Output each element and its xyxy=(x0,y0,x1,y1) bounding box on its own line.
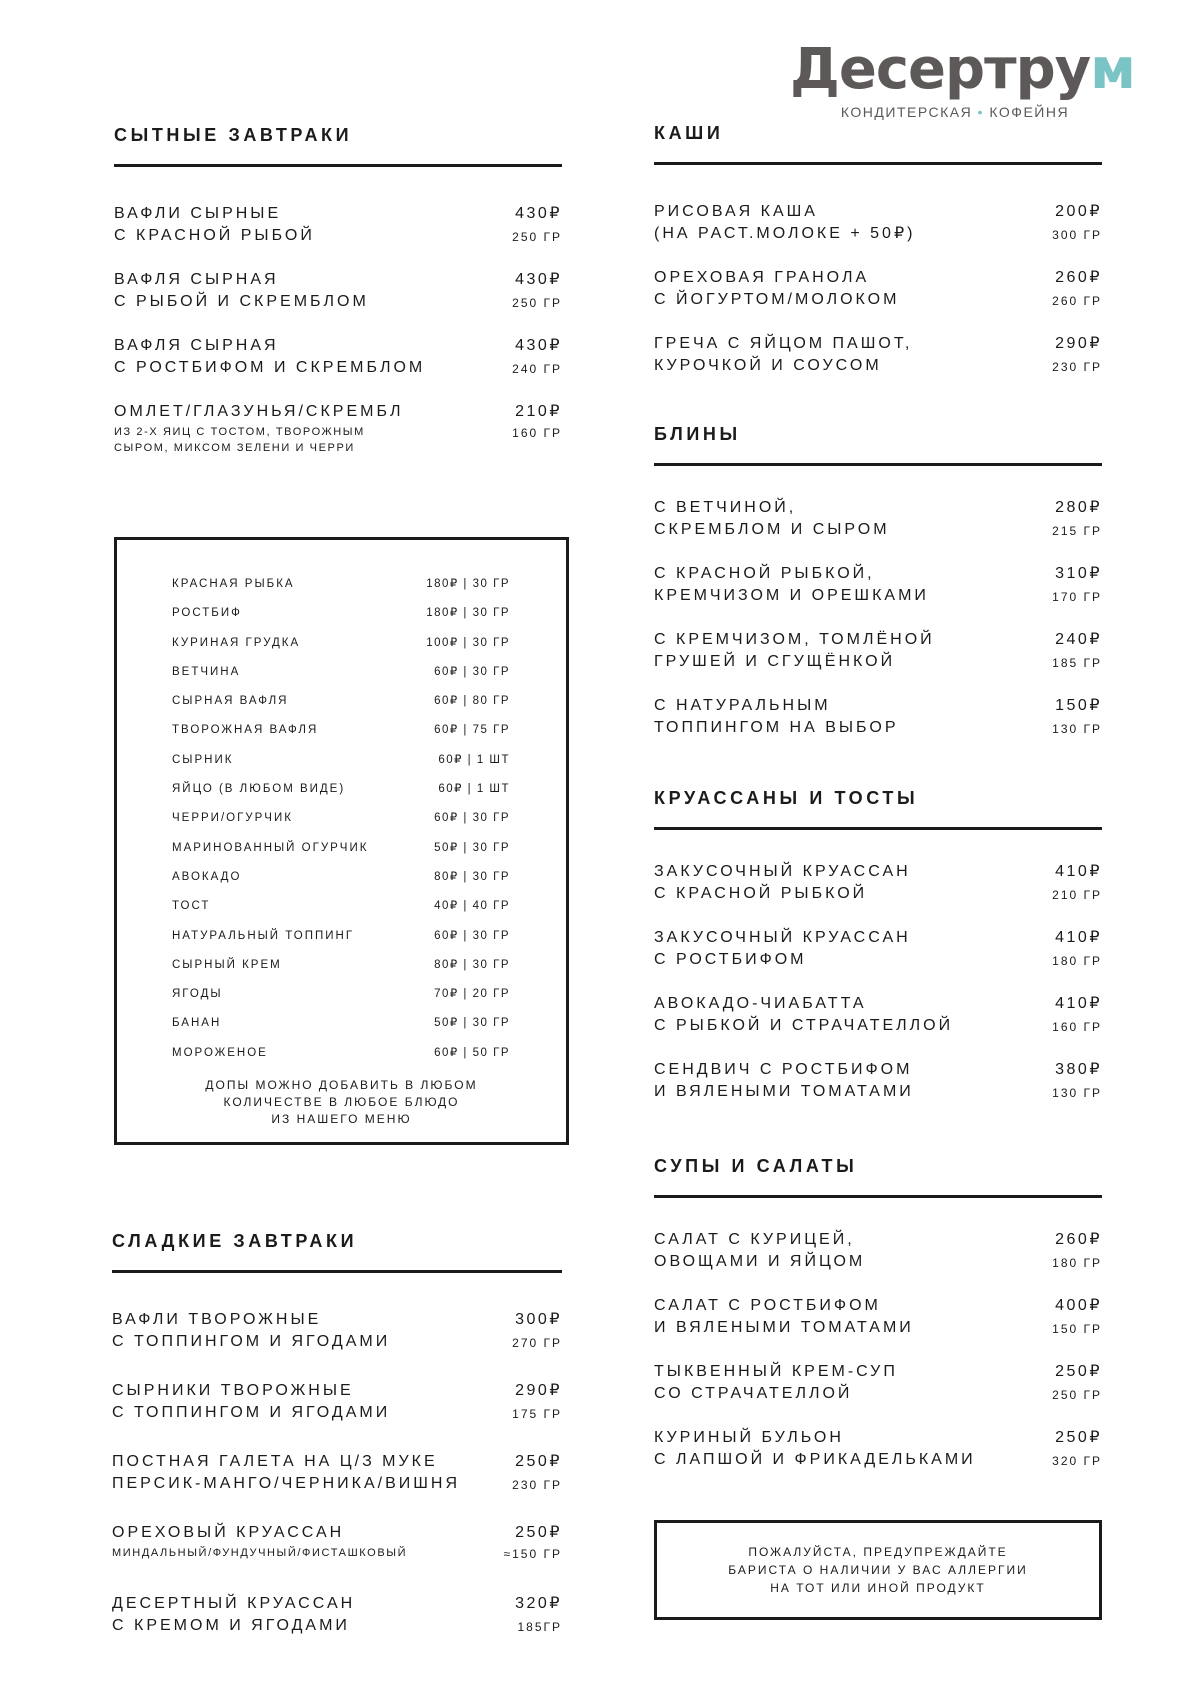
section-porridge xyxy=(654,122,1102,381)
item-name: ЗАКУСОЧНЫЙ КРУАССАН С РОСТБИФОМ xyxy=(654,929,911,968)
extra-name: ЯЙЦО (В ЛЮБОМ ВИДЕ) xyxy=(172,783,346,796)
extra-price-weight: 60₽ | 30 ГР xyxy=(434,665,510,678)
item-price: 410₽ xyxy=(1055,995,1102,1012)
section-soups-salads xyxy=(654,1155,1102,1475)
menu-item xyxy=(654,333,1102,381)
extra-price-weight: 180₽ | 30 ГР xyxy=(426,578,510,590)
section-title: БЛИНЫ xyxy=(654,424,741,444)
item-name: САЛАТ С КУРИЦЕЙ, ОВОЩАМИ И ЯЙЦОМ xyxy=(654,1231,866,1270)
extra-item xyxy=(172,957,510,986)
menu-item xyxy=(654,861,1102,909)
allergy-note: ПОЖАЛУЙСТА, ПРЕДУПРЕЖДАЙТЕ БАРИСТА О НАЛИЧИИ У ВАС АЛЛЕРГИИ НА ТОТ ИЛИ ИНОЙ ПРОДУКТ xyxy=(654,1520,1102,1620)
extra-name: СЫРНАЯ ВАФЛЯ xyxy=(172,695,289,708)
item-weight: 250 ГР xyxy=(512,296,562,310)
extra-item xyxy=(172,693,510,722)
extras-box xyxy=(114,537,569,1145)
item-list xyxy=(654,1229,1102,1475)
item-name: С КРАСНОЙ РЫБКОЙ, КРЕМЧИЗОМ И ОРЕШКАМИ xyxy=(654,565,929,604)
item-name: ВАФЛЯ СЫРНАЯ С РОСТБИФОМ И СКРЕМБЛОМ xyxy=(114,337,426,376)
item-name: СЫРНИКИ ТВОРОЖНЫЕ С ТОППИНГОМ И ЯГОДАМИ xyxy=(112,1382,391,1421)
section-divider xyxy=(654,827,1102,830)
extra-item xyxy=(172,576,510,605)
brand-dot: • xyxy=(977,104,985,120)
item-name: КУРИНЫЙ БУЛЬОН С ЛАПШОЙ И ФРИКАДЕЛЬКАМИ xyxy=(654,1429,976,1468)
item-price: 430₽ xyxy=(515,205,562,222)
item-name: ОМЛЕТ/ГЛАЗУНЬЯ/СКРЕМБЛ xyxy=(114,403,404,420)
item-name: ВАФЛИ ТВОРОЖНЫЕ С ТОППИНГОМ И ЯГОДАМИ xyxy=(112,1311,391,1350)
section-divider xyxy=(654,463,1102,466)
item-name: ОРЕХОВЫЙ КРУАССАН xyxy=(112,1524,345,1541)
extra-name: КУРИНАЯ ГРУДКА xyxy=(172,636,301,649)
item-weight: 160 ГР xyxy=(1052,1020,1102,1034)
extra-item xyxy=(172,635,510,664)
extra-name: АВОКАДО xyxy=(172,870,242,883)
item-price: 320₽ xyxy=(515,1595,562,1612)
extra-name: ТОСТ xyxy=(172,900,211,913)
extra-name: МОРОЖЕНОЕ xyxy=(172,1046,268,1059)
item-price: 240₽ xyxy=(1055,631,1102,648)
extra-name: СЫРНЫЙ КРЕМ xyxy=(172,958,282,971)
extra-name: КРАСНАЯ РЫБКА xyxy=(172,578,295,590)
item-price: 200₽ xyxy=(1055,203,1102,220)
extra-name: ЧЕРРИ/ОГУРЧИК xyxy=(172,812,293,825)
item-weight: 175 ГР xyxy=(512,1407,562,1421)
brand-name-accent: м xyxy=(1090,37,1135,102)
item-price: 250₽ xyxy=(1055,1429,1102,1446)
item-price: 290₽ xyxy=(515,1382,562,1399)
extra-price-weight: 180₽ | 30 ГР xyxy=(426,607,510,620)
item-list xyxy=(654,497,1102,743)
item-description: МИНДАЛЬНЫЙ/ФУНДУЧНЫЙ/ФИСТАШКОВЫЙ xyxy=(112,1547,408,1559)
menu-item xyxy=(112,1309,562,1357)
extras-note: ДОПЫ МОЖНО ДОБАВИТЬ В ЛЮБОМ КОЛИЧЕСТВЕ В ЛЮБОЕ БЛЮДО ИЗ НАШЕГО МЕНЮ xyxy=(205,1078,478,1126)
menu-item xyxy=(654,1361,1102,1409)
item-price: 260₽ xyxy=(1055,269,1102,286)
item-weight: ≈150 ГР xyxy=(503,1547,562,1561)
menu-item xyxy=(654,563,1102,611)
extra-item xyxy=(172,810,510,839)
item-weight: 230 ГР xyxy=(1052,360,1102,374)
extra-item xyxy=(172,1045,510,1074)
item-weight: 300 ГР xyxy=(1052,228,1102,242)
item-price: 290₽ xyxy=(1055,335,1102,352)
extra-price-weight: 40₽ | 40 ГР xyxy=(434,900,510,913)
item-weight: 210 ГР xyxy=(1052,888,1102,902)
extra-price-weight: 100₽ | 30 ГР xyxy=(426,636,510,649)
item-price: 430₽ xyxy=(515,337,562,354)
extra-price-weight: 60₽ | 1 ШТ xyxy=(438,753,510,766)
section-divider xyxy=(112,1270,562,1273)
item-price: 430₽ xyxy=(515,271,562,288)
extra-price-weight: 60₽ | 80 ГР xyxy=(434,695,510,708)
item-name: ОРЕХОВАЯ ГРАНОЛА С ЙОГУРТОМ/МОЛОКОМ xyxy=(654,269,900,308)
item-weight: 250 ГР xyxy=(1052,1388,1102,1402)
item-price: 210₽ xyxy=(515,403,562,420)
item-list xyxy=(112,1309,562,1641)
item-weight: 185 ГР xyxy=(1052,656,1102,670)
menu-item xyxy=(112,1451,562,1499)
item-name: С КРЕМЧИЗОМ, ТОМЛЁНОЙ ГРУШЕЙ И СГУЩЁНКОЙ xyxy=(654,631,935,670)
item-price: 410₽ xyxy=(1055,863,1102,880)
item-list xyxy=(114,203,562,456)
extra-price-weight: 60₽ | 30 ГР xyxy=(434,929,510,942)
item-weight: 130 ГР xyxy=(1052,1086,1102,1100)
extra-price-weight: 50₽ | 30 ГР xyxy=(434,841,510,854)
item-name: С ВЕТЧИНОЙ, СКРЕМБЛОМ И СЫРОМ xyxy=(654,499,890,538)
extra-price-weight: 80₽ | 30 ГР xyxy=(434,958,510,971)
extra-item xyxy=(172,898,510,927)
extra-price-weight: 60₽ | 75 ГР xyxy=(434,724,510,737)
menu-item xyxy=(654,1059,1102,1107)
brand-subtitle xyxy=(790,104,1120,120)
extra-item xyxy=(172,840,510,869)
item-weight: 250 ГР xyxy=(512,230,562,244)
extra-name: ТВОРОЖНАЯ ВАФЛЯ xyxy=(172,724,319,737)
item-name: ВАФЛИ СЫРНЫЕ С КРАСНОЙ РЫБОЙ xyxy=(114,205,315,244)
item-name: ПОСТНАЯ ГАЛЕТА НА Ц/З МУКЕ ПЕРСИК-МАНГО/ЧЕРНИКА/ВИШНЯ xyxy=(112,1453,461,1492)
menu-item xyxy=(654,695,1102,743)
item-weight: 320 ГР xyxy=(1052,1454,1102,1468)
item-price: 310₽ xyxy=(1055,565,1102,582)
item-weight: 160 ГР xyxy=(512,426,562,440)
item-weight: 230 ГР xyxy=(512,1478,562,1492)
menu-item xyxy=(114,335,562,383)
section-title: СУПЫ И САЛАТЫ xyxy=(654,1156,858,1176)
item-weight: 130 ГР xyxy=(1052,722,1102,736)
extra-item xyxy=(172,1015,510,1044)
brand-subtitle-right: КОФЕЙНЯ xyxy=(989,104,1070,120)
menu-item xyxy=(654,1229,1102,1277)
item-weight: 180 ГР xyxy=(1052,1256,1102,1270)
menu-item xyxy=(654,1295,1102,1343)
item-price: 250₽ xyxy=(1055,1363,1102,1380)
item-weight: 180 ГР xyxy=(1052,954,1102,968)
extra-item xyxy=(172,869,510,898)
item-description: ИЗ 2-Х ЯИЦ С ТОСТОМ, ТВОРОЖНЫМ СЫРОМ, МИКСОМ ЗЕЛЕНИ И ЧЕРРИ xyxy=(114,426,365,454)
item-name: САЛАТ С РОСТБИФОМ И ВЯЛЕНЫМИ ТОМАТАМИ xyxy=(654,1297,914,1336)
item-price: 260₽ xyxy=(1055,1231,1102,1248)
extra-item xyxy=(172,781,510,810)
item-price: 250₽ xyxy=(515,1453,562,1470)
item-weight: 240 ГР xyxy=(512,362,562,376)
menu-item xyxy=(654,497,1102,545)
item-price: 150₽ xyxy=(1055,697,1102,714)
extra-item xyxy=(172,605,510,634)
extra-item xyxy=(172,928,510,957)
extra-price-weight: 80₽ | 30 ГР xyxy=(434,870,510,883)
extra-name: ВЕТЧИНА xyxy=(172,665,241,678)
menu-item xyxy=(114,203,562,251)
extra-name: МАРИНОВАННЫЙ ОГУРЧИК xyxy=(172,841,369,854)
section-hearty-breakfasts xyxy=(114,124,562,456)
item-weight: 270 ГР xyxy=(512,1336,562,1350)
menu-item xyxy=(112,1380,562,1428)
section-title: СЫТНЫЕ ЗАВТРАКИ xyxy=(114,125,353,145)
extra-price-weight: 50₽ | 30 ГР xyxy=(434,1017,510,1030)
item-name: ЗАКУСОЧНЫЙ КРУАССАН С КРАСНОЙ РЫБКОЙ xyxy=(654,863,911,902)
menu-item xyxy=(654,993,1102,1041)
menu-item xyxy=(112,1522,562,1570)
menu-item xyxy=(114,269,562,317)
extra-price-weight: 60₽ | 50 ГР xyxy=(434,1046,510,1059)
brand-name xyxy=(790,37,1135,102)
extra-item xyxy=(172,664,510,693)
extra-price-weight: 70₽ | 20 ГР xyxy=(434,988,510,1001)
menu-item xyxy=(654,927,1102,975)
item-price: 400₽ xyxy=(1055,1297,1102,1314)
item-name: ДЕСЕРТНЫЙ КРУАССАН С КРЕМОМ И ЯГОДАМИ xyxy=(112,1595,356,1634)
menu-item xyxy=(654,1427,1102,1475)
extra-price-weight: 60₽ | 1 ШТ xyxy=(438,783,510,796)
item-price: 300₽ xyxy=(515,1311,562,1328)
item-name: ГРЕЧА С ЯЙЦОМ ПАШОТ, КУРОЧКОЙ И СОУСОМ xyxy=(654,335,913,374)
item-price: 250₽ xyxy=(515,1524,562,1541)
menu-item xyxy=(654,267,1102,315)
menu-item xyxy=(654,201,1102,249)
section-title: СЛАДКИЕ ЗАВТРАКИ xyxy=(112,1231,358,1251)
extra-price-weight: 60₽ | 30 ГР xyxy=(434,812,510,825)
section-croissants-toasts xyxy=(654,787,1102,1107)
item-price: 380₽ xyxy=(1055,1061,1102,1078)
extra-name: ЯГОДЫ xyxy=(172,988,223,1001)
extra-item xyxy=(172,986,510,1015)
section-divider xyxy=(114,164,562,167)
section-sweet-breakfasts xyxy=(112,1230,562,1641)
item-name: ТЫКВЕННЫЙ КРЕМ-СУП СО СТРАЧАТЕЛЛОЙ xyxy=(654,1363,898,1402)
extra-item xyxy=(172,722,510,751)
item-list xyxy=(654,861,1102,1107)
menu-item xyxy=(654,629,1102,677)
brand-name-main: Десертру xyxy=(790,37,1091,102)
item-name: СЕНДВИЧ С РОСТБИФОМ И ВЯЛЕНЫМИ ТОМАТАМИ xyxy=(654,1061,914,1100)
item-price: 280₽ xyxy=(1055,499,1102,516)
section-title: КРУАССАНЫ И ТОСТЫ xyxy=(654,788,919,808)
item-name: АВОКАДО-ЧИАБАТТА С РЫБКОЙ И СТРАЧАТЕЛЛОЙ xyxy=(654,995,954,1034)
brand-logo xyxy=(790,37,1135,120)
item-weight: 150 ГР xyxy=(1052,1322,1102,1336)
extra-name: РОСТБИФ xyxy=(172,607,242,620)
item-weight: 260 ГР xyxy=(1052,294,1102,308)
extra-item xyxy=(172,752,510,781)
brand-subtitle-left: КОНДИТЕРСКАЯ xyxy=(840,104,973,120)
extra-name: НАТУРАЛЬНЫЙ ТОППИНГ xyxy=(172,929,355,942)
item-name: С НАТУРАЛЬНЫМ ТОППИНГОМ НА ВЫБОР xyxy=(654,697,899,736)
section-title: КАШИ xyxy=(654,123,724,143)
section-divider xyxy=(654,1195,1102,1198)
menu-item xyxy=(112,1593,562,1641)
item-weight: 215 ГР xyxy=(1052,524,1102,538)
item-weight: 170 ГР xyxy=(1052,590,1102,604)
item-name: РИСОВАЯ КАША (НА РАСТ.МОЛОКЕ + 50₽) xyxy=(654,203,916,242)
extra-name: СЫРНИК xyxy=(172,753,234,766)
item-price: 410₽ xyxy=(1055,929,1102,946)
extra-name: БАНАН xyxy=(172,1017,222,1030)
item-name: ВАФЛЯ СЫРНАЯ С РЫБОЙ И СКРЕМБЛОМ xyxy=(114,271,369,310)
section-pancakes xyxy=(654,423,1102,743)
menu-item xyxy=(114,401,562,456)
item-list xyxy=(654,201,1102,381)
extras-list xyxy=(172,576,510,1074)
item-weight: 185ГР xyxy=(517,1620,562,1634)
section-divider xyxy=(654,162,1102,165)
